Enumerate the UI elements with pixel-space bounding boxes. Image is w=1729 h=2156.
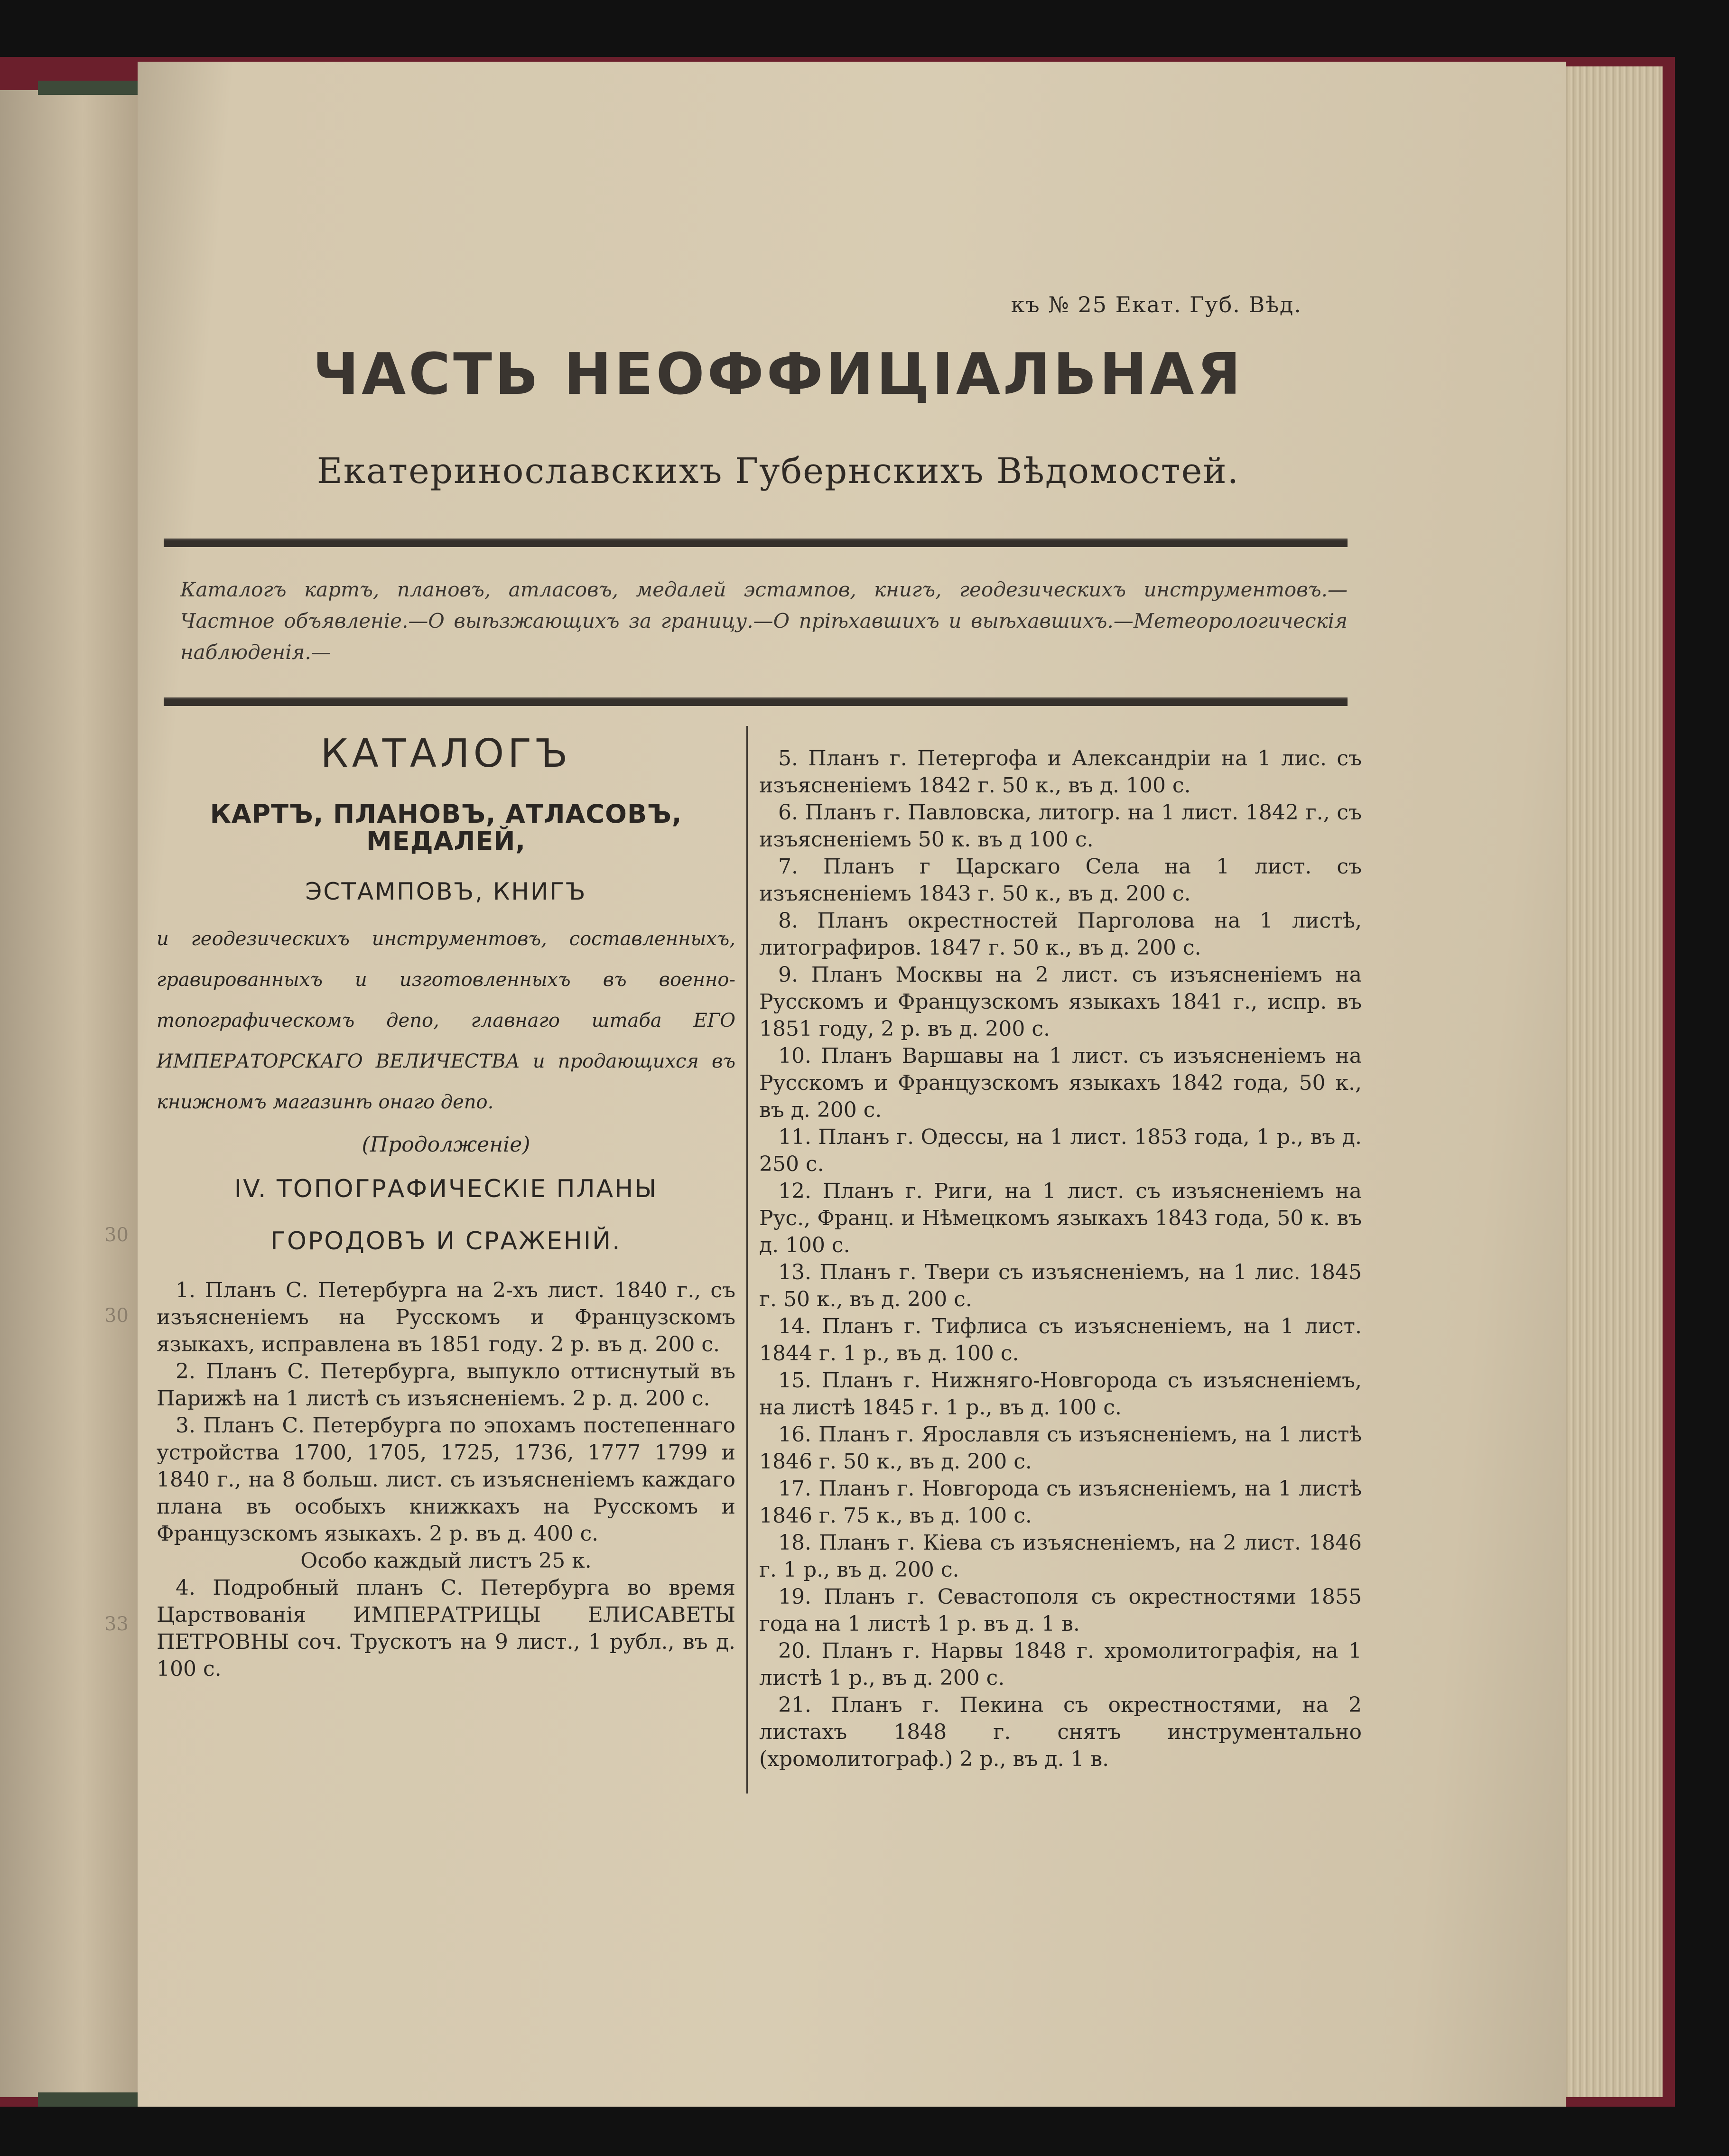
catalog-description: и геодезическихъ инструментовъ, составленныхъ, гравированныхъ и изготовленныхъ въ военно-топографическомъ депо, главнаго штаба ЕГО ИМПЕРАТОРСКАГО ВЕЛИЧЕСТВА и продающихся въ книжномъ магазинѣ онаго депо. [157, 928, 735, 1113]
catalog-entry: 1. Планъ С. Петербурга на 2-хъ лист. 1840 г., съ изъясненіемъ на Русскомъ и Французскомъ языкахъ, исправлена въ 1851 году. 2 р. въ д. 200 с. [157, 1278, 735, 1357]
page-title: ЧАСТЬ НЕОФФИЦІАЛЬНАЯ [313, 342, 1244, 408]
contents-divider [164, 697, 1348, 706]
binding-strip-bottom [38, 2092, 142, 2107]
catalog-subheading: КАРТЪ, ПЛАНОВЪ, АТЛАСОВЪ, МЕДАЛЕЙ, [210, 799, 682, 856]
header-divider [164, 539, 1348, 547]
left-facing-page [0, 90, 140, 2097]
catalog-entry: 20. Планъ г. Нарвы 1848 г. хромолитографія, на 1 листѣ 1 р., въ д. 200 с. [759, 1639, 1362, 1690]
left-page-margin-number: 33 [104, 1613, 129, 1635]
column-divider [746, 726, 748, 1794]
catalog-entry: 7. Планъ г Царскаго Села на 1 лист. съ изъясненіемъ 1843 г. 50 к., въ д. 200 с. [759, 855, 1362, 906]
catalog-entry: 4. Подробный планъ С. Петербурга во время Царствованія ИМПЕРАТРИЦЫ ЕЛИСАВЕТЫ ПЕТРОВНЫ соч. Трускотъ на 9 лист., 1 рубл., въ д. 100 с. [157, 1576, 735, 1681]
contents-summary: Каталогъ картъ, плановъ, атласовъ, медалей эстампов, книгъ, геодезическихъ инструментовъ.—Частное объявленіе.—О выѣзжающихъ за границу.—О пріѣхавшихъ и выѣхавшихъ.—Метеорологическія наблюденія.— [180, 578, 1348, 664]
catalog-entry: 17. Планъ г. Новгорода съ изъясненіемъ, на 1 листѣ 1846 г. 75 к., въ д. 100 с. [759, 1477, 1362, 1528]
catalog-entry: 9. Планъ Москвы на 2 лист. съ изъясненіемъ на Русскомъ и Французскомъ языкахъ 1841 г., испр. въ 1851 году, 2 р. въ д. 200 с. [759, 963, 1362, 1041]
catalog-entry: 19. Планъ г. Севастополя съ окрестностями 1855 года на 1 листѣ 1 р. въ д. 1 в. [759, 1585, 1362, 1636]
catalog-entry: 2. Планъ С. Петербурга, выпукло оттиснутый въ Парижѣ на 1 листѣ съ изъясненіемъ. 2 р. д. 200 с. [157, 1359, 735, 1411]
issue-reference: къ № 25 Екат. Губ. Вѣд. [1011, 292, 1302, 317]
catalog-entry: 5. Планъ г. Петергофа и Александріи на 1 лис. съ изъясненіемъ 1842 г. 50 к., въ д. 100 с. [759, 746, 1362, 798]
catalog-entry: 12. Планъ г. Риги, на 1 лист. съ изъясненіемъ на Рус., Франц. и Нѣмецкомъ языкахъ 1843 года, 50 к. въ д. 100 с. [759, 1179, 1362, 1257]
catalog-entry: 18. Планъ г. Кіева съ изъясненіемъ, на 2 лист. 1846 г. 1 р., въ д. 200 с. [759, 1531, 1362, 1582]
catalog-entry: 6. Планъ г. Павловска, литогр. на 1 лист. 1842 г., съ изъясненіемъ 50 к. въ д 100 с. [759, 800, 1362, 852]
catalog-entry-note: Особо каждый листъ 25 к. [300, 1549, 592, 1573]
catalog-subheading-2: ЭСТАМПОВЪ, КНИГЪ [305, 878, 587, 905]
page-subtitle: Екатеринославскихъ Губернскихъ Вѣдомостей. [316, 451, 1240, 492]
catalog-entry: 15. Планъ г. Нижняго-Новгорода съ изъясненіемъ, на листѣ 1845 г. 1 р., въ д. 100 с. [759, 1368, 1362, 1420]
catalog-entry: 8. Планъ окрестностей Парголова на 1 листѣ, литографиров. 1847 г. 50 к., въ д. 200 с. [759, 909, 1362, 960]
catalog-entry: 16. Планъ г. Ярославля съ изъясненіемъ, на 1 листѣ 1846 г. 50 к., въ д. 200 с. [759, 1422, 1362, 1474]
left-page-margin-number: 30 [104, 1305, 129, 1327]
catalog-heading: КАТАЛОГЪ [320, 731, 572, 776]
continuation-note: (Продолженіе) [362, 1133, 530, 1157]
catalog-entry: 3. Планъ С. Петербурга по эпохамъ постепеннаго устройства 1700, 1705, 1725, 1736, 1777 1799 и 1840 г., на 8 больш. лист. съ изъясненіемъ каждаго плана въ особыхъ книжкахъ на Русскомъ и Французскомъ языкахъ. 2 р. въ д. 400 с. [157, 1413, 735, 1546]
section-title: IV. ТОПОГРАФИЧЕСКІЕ ПЛАНЫ ГОРОДОВЪ И СРАЖЕНІЙ. [234, 1175, 658, 1255]
catalog-entry: 10. Планъ Варшавы на 1 лист. съ изъясненіемъ на Русскомъ и Французскомъ языкахъ 1842 года, 50 к., въ д. 200 с. [759, 1044, 1362, 1122]
left-column [157, 731, 735, 1682]
binding-strip-top [38, 81, 142, 95]
right-column [759, 745, 1362, 1773]
catalog-entry: 21. Планъ г. Пекина съ окрестностями, на 2 листахъ 1848 г. снятъ инструментально (хромолитограф.) 2 р., въ д. 1 в. [759, 1693, 1362, 1771]
catalog-entry: 11. Планъ г. Одессы, на 1 лист. 1853 года, 1 р., въ д. 250 с. [759, 1125, 1362, 1176]
catalog-entry: 13. Планъ г. Твери съ изъясненіемъ, на 1 лис. 1845 г. 50 к., въ д. 200 с. [759, 1260, 1362, 1311]
left-page-margin-number: 30 [104, 1224, 129, 1246]
catalog-entry: 14. Планъ г. Тифлиса съ изъясненіемъ, на 1 лист. 1844 г. 1 р., въ д. 100 с. [759, 1314, 1362, 1366]
